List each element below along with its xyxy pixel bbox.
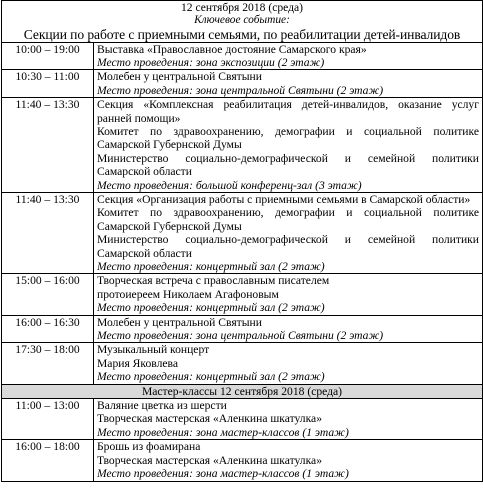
event-cell: [94, 70, 483, 98]
time-cell: 10:30 – 11:00: [2, 70, 94, 98]
header-row: [2, 1, 483, 43]
event-title: Творческая встреча с православным писателем протоиереем Николаем Агафоновым: [97, 274, 330, 301]
section-title: Секции по работе с приемными семьями, по реабилитации детей-инвалидов: [23, 26, 461, 42]
event-organizer: Комитет по здравоохранению, демографии и социальной политике Самарской Губернской Думы: [97, 124, 479, 152]
event-organizer: Министерство социально-демографической и семейной политики Самарской области: [97, 151, 479, 179]
event-venue: Место проведения: зона центральной Святыни (2 этаж): [97, 329, 384, 343]
table-row: [2, 192, 483, 273]
event-cell: [94, 399, 483, 440]
event-title: Музыкальный концерт: [97, 343, 210, 357]
key-event-label: Ключевое событие:: [194, 14, 290, 26]
table-row: [2, 440, 483, 481]
event-title: Молебен у центральной Святыни: [97, 315, 262, 329]
table-row: [2, 343, 483, 384]
time-cell: 10:00 – 19:00: [2, 42, 94, 70]
event-cell: [94, 274, 483, 315]
masterclass-header: Мастер-классы 12 сентября 2018 (среда): [2, 384, 483, 398]
time-cell: 17:30 – 18:00: [2, 343, 94, 384]
event-venue: Место проведения: концертный зал (2 этаж): [97, 301, 325, 315]
event-title: Молебен у центральной Святыни: [97, 70, 262, 84]
time-cell: 15:00 – 16:00: [2, 274, 94, 315]
event-venue: Место проведения: концертный зал (2 этаж): [97, 260, 325, 273]
schedule-table: [1, 0, 483, 482]
event-cell: [94, 192, 483, 273]
event-organizer: Комитет по здравоохранению, демографии и социальной политике Самарской Губернской Думы: [97, 206, 479, 233]
time-cell: 16:00 – 18:00: [2, 440, 94, 481]
event-cell: [94, 98, 483, 193]
event-performer: Мария Яковлева: [97, 356, 178, 370]
event-organizer: Творческая мастерская «Аленкина шкатулка»: [97, 453, 322, 467]
masterclass-header-row: [2, 384, 483, 398]
table-row: [2, 42, 483, 70]
table-row: [2, 399, 483, 440]
event-cell: [94, 42, 483, 70]
event-cell: [94, 440, 483, 481]
table-row: [2, 274, 483, 315]
event-venue: Место проведения: зона мастер-классов (1 этаж): [97, 467, 349, 481]
event-venue: Место проведения: концертный зал (2 этаж): [97, 370, 325, 384]
time-cell: 16:00 – 16:30: [2, 315, 94, 343]
event-venue: Место проведения: зона мастер-классов (1 этаж): [97, 425, 349, 439]
event-venue: Место проведения: большой конференц-зал (3 этаж): [97, 178, 362, 192]
event-title: Секция «Комплексная реабилитация детей-инвалидов, оказание услуг ранней помощи»: [97, 98, 479, 125]
event-venue: Место проведения: зона экспозиции (2 этаж): [97, 55, 325, 69]
time-cell: 11:40 – 13:30: [2, 98, 94, 193]
event-cell: [94, 315, 483, 343]
event-title: Валяние цветка из шерсти: [97, 399, 227, 413]
schedule-page: [1, 0, 482, 482]
event-cell: [94, 343, 483, 384]
event-title: Выставка «Православное достояние Самарского края»: [97, 42, 367, 56]
table-row: [2, 315, 483, 343]
table-row: [2, 70, 483, 98]
event-organizer: Министерство социально-демографической и семейной политики Самарской области: [97, 233, 479, 260]
event-organizer: Творческая мастерская «Аленкина шкатулка»: [97, 412, 322, 426]
header-date: 12 сентября 2018 (среда): [180, 1, 304, 14]
table-row: [2, 98, 483, 193]
event-venue: Место проведения: зона центральной Святыни (2 этаж): [97, 83, 384, 97]
header-cell: [2, 1, 483, 43]
time-cell: 11:00 – 13:00: [2, 399, 94, 440]
event-title: Секция «Организация работы с приемными семьями в Самарской области»: [97, 192, 471, 206]
event-title: Брошь из фоамирана: [97, 440, 201, 454]
time-cell: 11:40 – 13:30: [2, 192, 94, 273]
